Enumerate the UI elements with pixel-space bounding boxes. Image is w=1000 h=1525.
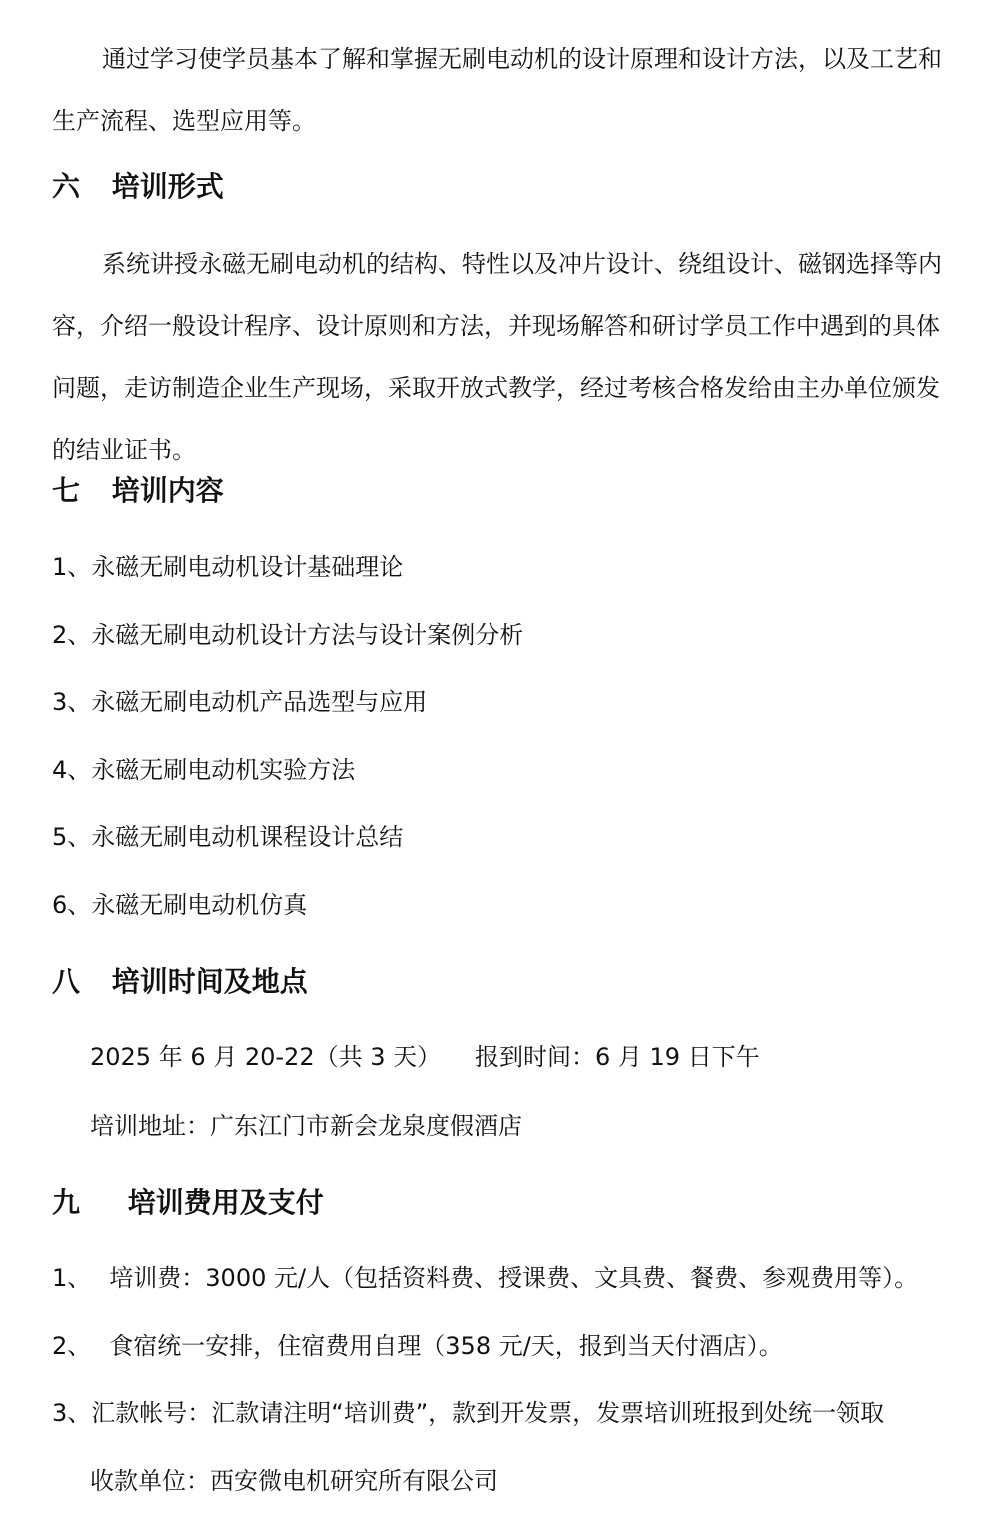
section-title: 培训费用及支付 bbox=[127, 1186, 324, 1219]
list-item: 1、永磁无刷电动机设计基础理论 bbox=[52, 553, 404, 581]
list-item: 4、永磁无刷电动机实验方法 bbox=[52, 756, 356, 784]
list-item: 5、永磁无刷电动机课程设计总结 bbox=[52, 823, 404, 851]
section-6-heading bbox=[52, 170, 224, 204]
section-7-heading bbox=[52, 474, 224, 508]
section-title: 培训内容 bbox=[111, 474, 224, 507]
list-item: 6、永磁无刷电动机仿真 bbox=[52, 891, 308, 919]
section-number: 九 bbox=[52, 1186, 81, 1219]
fee-item-text: 食宿统一安排，住宿费用自理（358 元/天，报到当天付酒店）。 bbox=[109, 1332, 783, 1360]
fee-item bbox=[52, 1398, 884, 1428]
payee: 收款单位：西安微电机研究所有限公司 bbox=[90, 1467, 498, 1495]
fee-item bbox=[52, 1331, 783, 1361]
intro-paragraph: 通过学习使学员基本了解和掌握无刷电动机的设计原理和设计方法，以及工艺和生产流程、选型应用等。 bbox=[52, 45, 942, 135]
training-dates: 2025 年 6 月 20-22（共 3 天） bbox=[90, 1043, 442, 1071]
section-number: 六 bbox=[52, 170, 81, 203]
section-number: 七 bbox=[52, 474, 81, 507]
fee-item bbox=[52, 1263, 918, 1293]
fee-item-number: 2、 bbox=[52, 1332, 92, 1360]
fee-item-number: 1、 bbox=[52, 1264, 92, 1292]
fee-item-text: 汇款帐号：汇款请注明“培训费”，款到开发票，发票培训班报到处统一领取 bbox=[91, 1399, 885, 1427]
section-6-body: 系统讲授永磁无刷电动机的结构、特性以及冲片设计、绕组设计、磁钢选择等内容，介绍一般设计程序、设计原则和方法，并现场解答和研讨学员工作中遇到的具体问题，走访制造企业生产现场，采取开放式教学，经过考核合格发给由主办单位颁发的结业证书。 bbox=[52, 250, 942, 464]
list-item: 3、永磁无刷电动机产品选型与应用 bbox=[52, 688, 428, 716]
training-location: 培训地址：广东江门市新会龙泉度假酒店 bbox=[90, 1112, 522, 1140]
section-9-heading bbox=[52, 1186, 324, 1220]
section-title: 培训时间及地点 bbox=[111, 965, 308, 998]
section-number: 八 bbox=[52, 965, 81, 998]
fee-item-number: 3、 bbox=[52, 1399, 92, 1427]
section-8-heading bbox=[52, 965, 308, 999]
section-title: 培训形式 bbox=[111, 170, 224, 203]
report-time: 报到时间：6 月 19 日下午 bbox=[475, 1043, 760, 1071]
fee-item-text: 培训费：3000 元/人（包括资料费、授课费、文具费、餐费、参观费用等）。 bbox=[109, 1264, 919, 1292]
list-item: 2、永磁无刷电动机设计方法与设计案例分析 bbox=[52, 621, 524, 649]
